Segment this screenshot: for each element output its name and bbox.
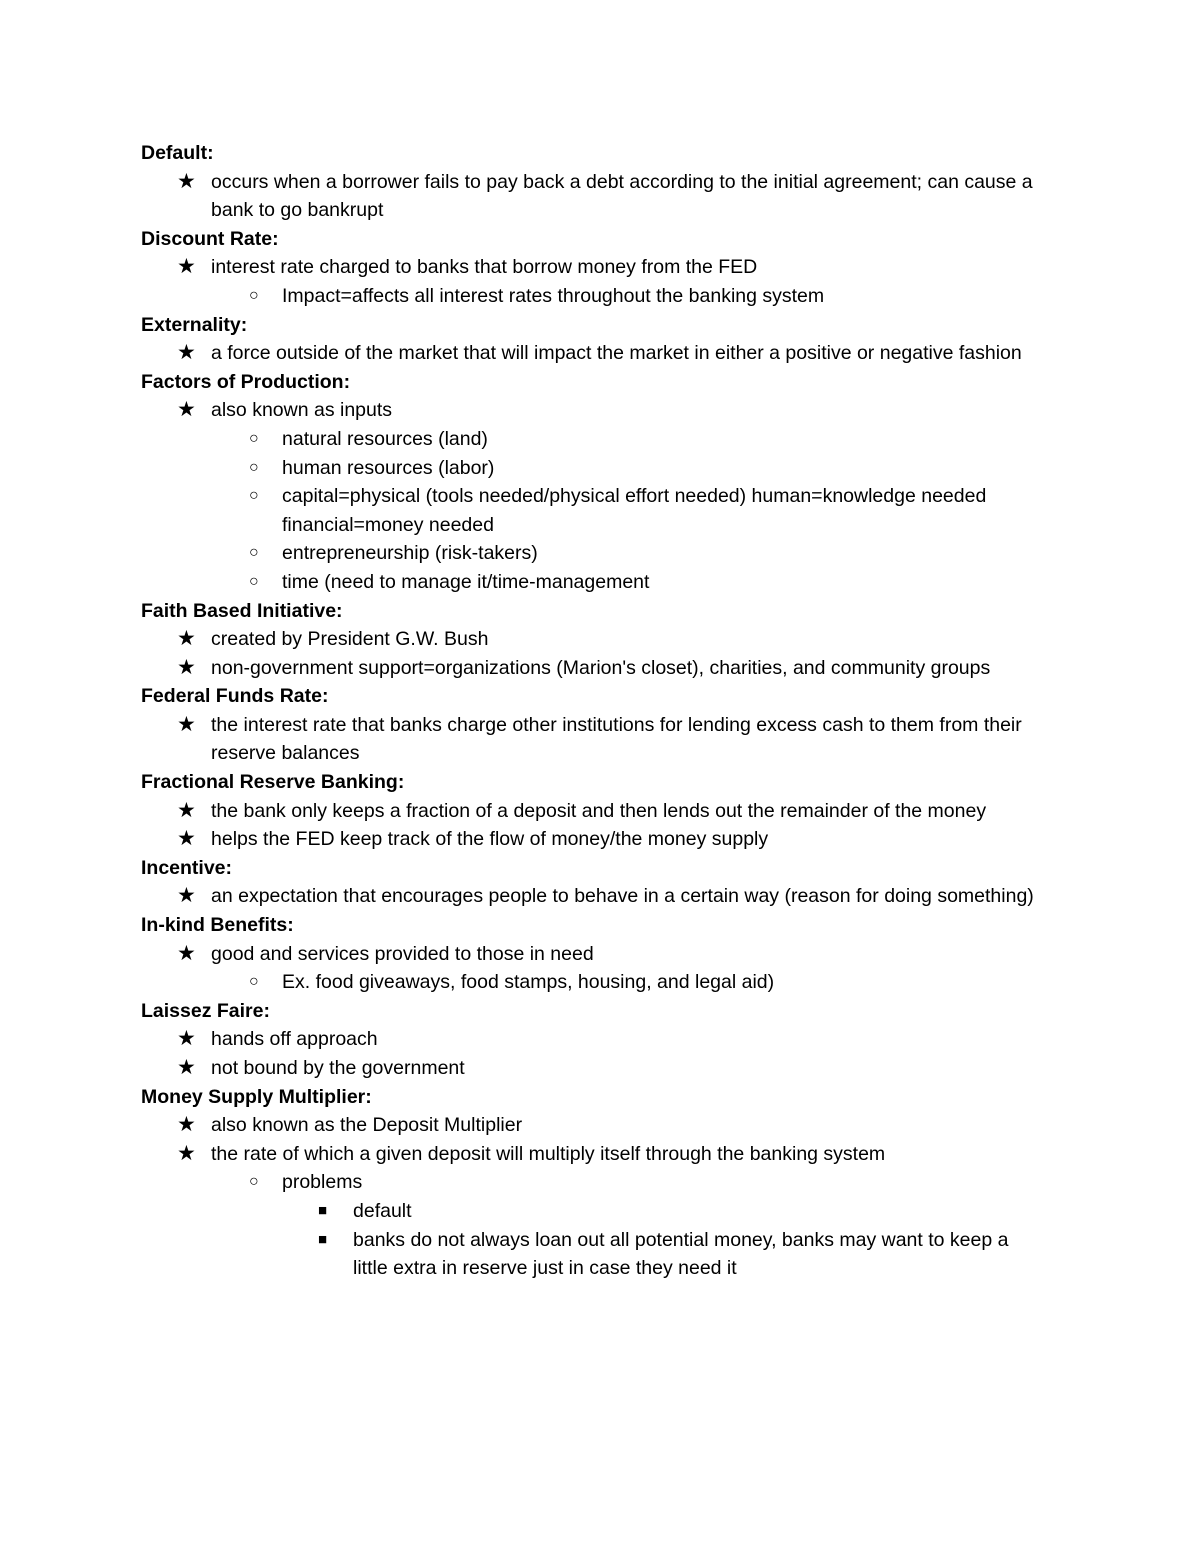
bullet-item-level-1 (141, 168, 1041, 225)
star-bullet-icon: ★ (177, 398, 196, 422)
bullet-text: not bound by the government (211, 1057, 465, 1079)
bullet-text: helps the FED keep track of the flow of money/the money supply (211, 828, 769, 851)
circle-bullet-icon: ○ (249, 487, 259, 505)
bullet-text: the bank only keeps a fraction of a deposit and then lends out the remainder of the money (211, 799, 987, 822)
glossary-term: Externality: (141, 313, 248, 336)
star-bullet-icon: ★ (177, 1056, 196, 1079)
glossary-term: Money Supply Multiplier: (141, 1085, 372, 1108)
bullet-text: default (353, 1199, 412, 1222)
square-bullet-icon: ■ (318, 1230, 328, 1248)
glossary-term: Incentive: (141, 856, 233, 879)
bullet-item-level-2 (141, 568, 1042, 597)
star-bullet-icon: ★ (177, 827, 196, 851)
bullet-text: the interest rate that banks charge other institutions for lending excess cash to them from their reserve balances (211, 713, 1022, 765)
circle-bullet-icon: ○ (249, 572, 259, 590)
bullet-item-level-2 (141, 454, 1042, 483)
bullet-item-level-1 (141, 940, 1041, 969)
bullet-text: interest rate charged to banks that borrow money from the FED (211, 256, 758, 279)
bullet-item-level-1 (141, 825, 1041, 854)
document-body (141, 139, 1061, 1283)
circle-bullet-icon: ○ (249, 544, 259, 562)
glossary-term: Factors of Production: (141, 370, 351, 393)
bullet-item-level-3 (141, 1197, 1043, 1226)
circle-bullet-icon: ○ (249, 429, 259, 447)
bullet-text: entrepreneurship (risk-takers) (282, 542, 538, 565)
bullet-item-level-3 (141, 1226, 1043, 1283)
glossary-term: Faith Based Initiative: (141, 599, 343, 622)
star-bullet-icon: ★ (177, 1141, 196, 1165)
bullet-item-level-1 (141, 339, 1041, 368)
bullet-item-level-1 (141, 1140, 1041, 1169)
bullet-item-level-1 (141, 1054, 1041, 1083)
star-bullet-icon: ★ (177, 1113, 196, 1137)
bullet-item-level-2 (141, 1168, 1042, 1197)
circle-bullet-icon: ○ (249, 973, 259, 991)
bullet-text: Ex. food giveaways, food stamps, housing, and legal aid) (282, 971, 775, 994)
bullet-item-level-1 (141, 797, 1041, 826)
bullet-item-level-2 (141, 482, 1042, 539)
glossary-term: In-kind Benefits: (141, 914, 294, 937)
star-bullet-icon: ★ (177, 169, 196, 193)
star-bullet-icon: ★ (177, 712, 196, 736)
bullet-text: natural resources (land) (282, 427, 488, 450)
bullet-item-level-1 (141, 396, 1041, 425)
bullet-text: good and services provided to those in need (211, 942, 594, 965)
bullet-item-level-2 (141, 282, 1042, 311)
square-bullet-icon: ■ (318, 1201, 328, 1219)
star-bullet-icon: ★ (177, 255, 196, 279)
star-bullet-icon: ★ (177, 941, 196, 965)
star-bullet-icon: ★ (177, 884, 196, 908)
glossary-term: Laissez Faire: (141, 999, 270, 1022)
star-bullet-icon: ★ (177, 655, 196, 679)
glossary-term: Federal Funds Rate: (141, 685, 329, 708)
glossary-term: Discount Rate: (141, 227, 279, 250)
glossary-term: Default: (141, 142, 214, 164)
bullet-item-level-1 (141, 882, 1041, 911)
bullet-text: occurs when a borrower fails to pay back a debt according to the initial agreement; can cause a bank to go bankrupt (211, 170, 1033, 222)
bullet-item-level-2 (141, 539, 1042, 568)
bullet-item-level-2 (141, 968, 1042, 997)
bullet-text: a force outside of the market that will impact the market in either a positive or negative fashion (211, 342, 1022, 365)
bullet-item-level-1 (141, 711, 1041, 768)
bullet-item-level-1 (141, 253, 1041, 282)
bullet-item-level-1 (141, 1025, 1041, 1054)
bullet-item-level-1 (141, 654, 1041, 683)
star-bullet-icon: ★ (177, 1027, 196, 1051)
star-bullet-icon: ★ (177, 798, 196, 822)
bullet-text: the rate of which a given deposit will multiply itself through the banking system (211, 1142, 886, 1165)
bullet-text: also known as the Deposit Multiplier (211, 1114, 523, 1137)
bullet-text: Impact=affects all interest rates throughout the banking system (282, 284, 825, 307)
bullet-item-level-1 (141, 625, 1041, 654)
bullet-text: time (need to manage it/time-management (282, 570, 650, 593)
bullet-text: problems (282, 1171, 363, 1194)
bullet-text: human resources (labor) (282, 456, 495, 479)
bullet-text: an expectation that encourages people to behave in a certain way (reason for doing something) (211, 885, 1034, 908)
bullet-item-level-2 (141, 425, 1042, 454)
bullet-text: non-government support=organizations (Marion's closet), charities, and community groups (211, 656, 991, 679)
bullet-text: banks do not always loan out all potential money, banks may want to keep a little extra in reserve just in case they need it (353, 1228, 1009, 1280)
bullet-text: created by President G.W. Bush (211, 628, 489, 651)
bullet-item-level-1 (141, 1111, 1041, 1140)
star-bullet-icon: ★ (177, 627, 196, 651)
circle-bullet-icon: ○ (249, 286, 259, 304)
bullet-text: capital=physical (tools needed/physical effort needed) human=knowledge needed financial=money needed (282, 485, 987, 536)
circle-bullet-icon: ○ (249, 1173, 259, 1191)
bullet-text: hands off approach (211, 1028, 378, 1051)
bullet-text: also known as inputs (211, 399, 393, 422)
star-bullet-icon: ★ (177, 341, 196, 365)
circle-bullet-icon: ○ (249, 458, 259, 476)
glossary-term: Fractional Reserve Banking: (141, 771, 405, 794)
